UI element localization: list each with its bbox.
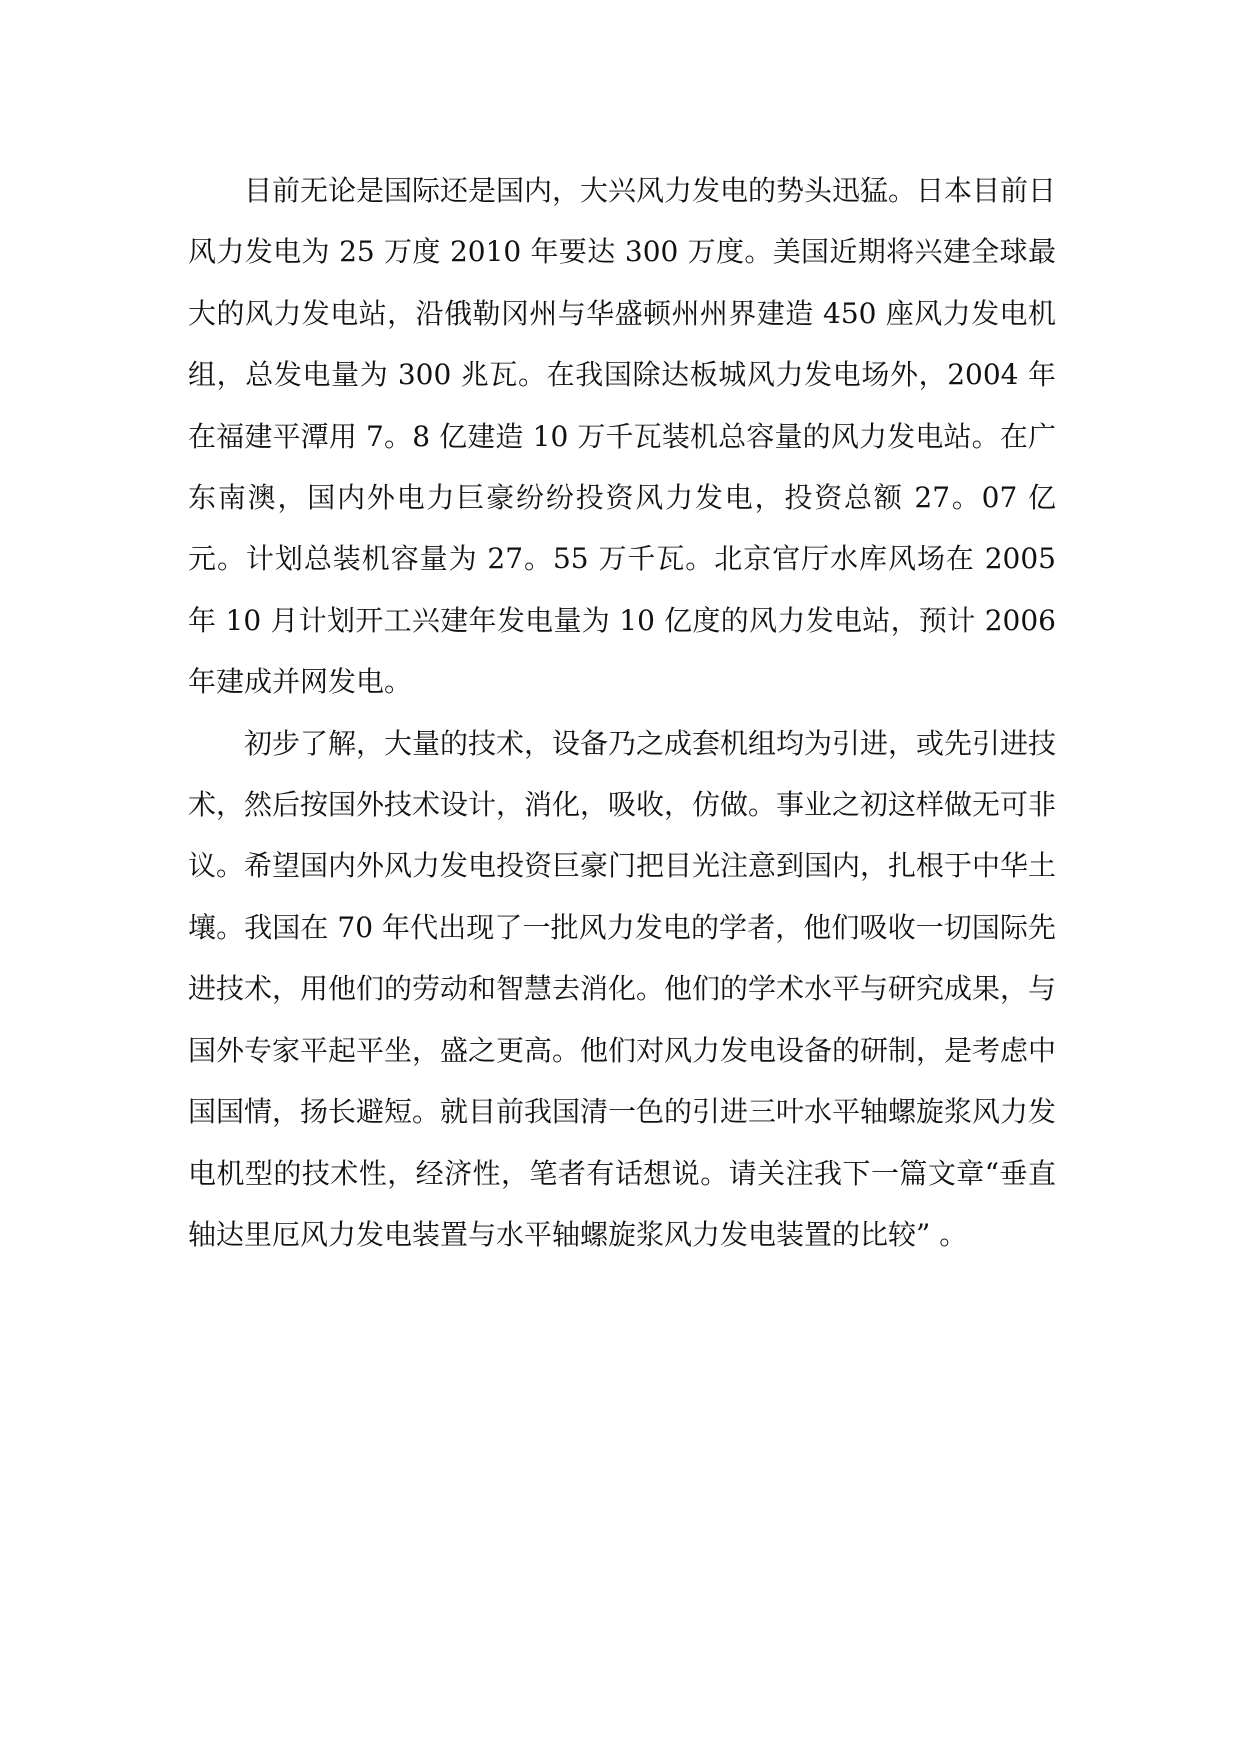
body-text	[188, 160, 1056, 1265]
paragraph-wind-power-development: 目前无论是国际还是国内，大兴风力发电的势头迅猛。日本目前日风力发电为 25 万度 2010 年要达 300 万度。美国近期将兴建全球最大的风力发电站，沿俄勒冈州与华盛顿州州界建造 450 座风力发电机组，总发电量为 300 兆瓦。在我国除达板城风力发电场外，2004 年在福建平潭用 7。8 亿建造 10 万千瓦装机总容量的风力发电站。在广东南澳，国内外电力巨豪纷纷投资风力发电，投资总额 27。07 亿元。计划总装机容量为 27。55 万千瓦。北京官厅水库风场在 2005 年 10 月计划开工兴建年发电量为 10 亿度的风力发电站，预计 2006 年建成并网发电。	[188, 174, 1057, 699]
paragraph-technology-introduction: 初步了解，大量的技术，设备乃之成套机组均为引进，或先引进技术，然后按国外技术设计，消化，吸收，仿做。事业之初这样做无可非议。希望国内外风力发电投资巨豪门把目光注意到国内，扎根于中华土壤。我国在 70 年代出现了一批风力发电的学者，他们吸收一切国际先进技术，用他们的劳动和智慧去消化。他们的学术水平与研究成果，与国外专家平起平坐，盛之更高。他们对风力发电设备的研制，是考虑中国国情，扬长避短。就目前我国清一色的引进三叶水平轴螺旋浆风力发电机型的技术性，经济性，笔者有话想说。请关注我下一篇文章“垂直轴达里厄风力发电装置与水平轴螺旋浆风力发电装置的比较” 。	[188, 726, 1057, 1251]
